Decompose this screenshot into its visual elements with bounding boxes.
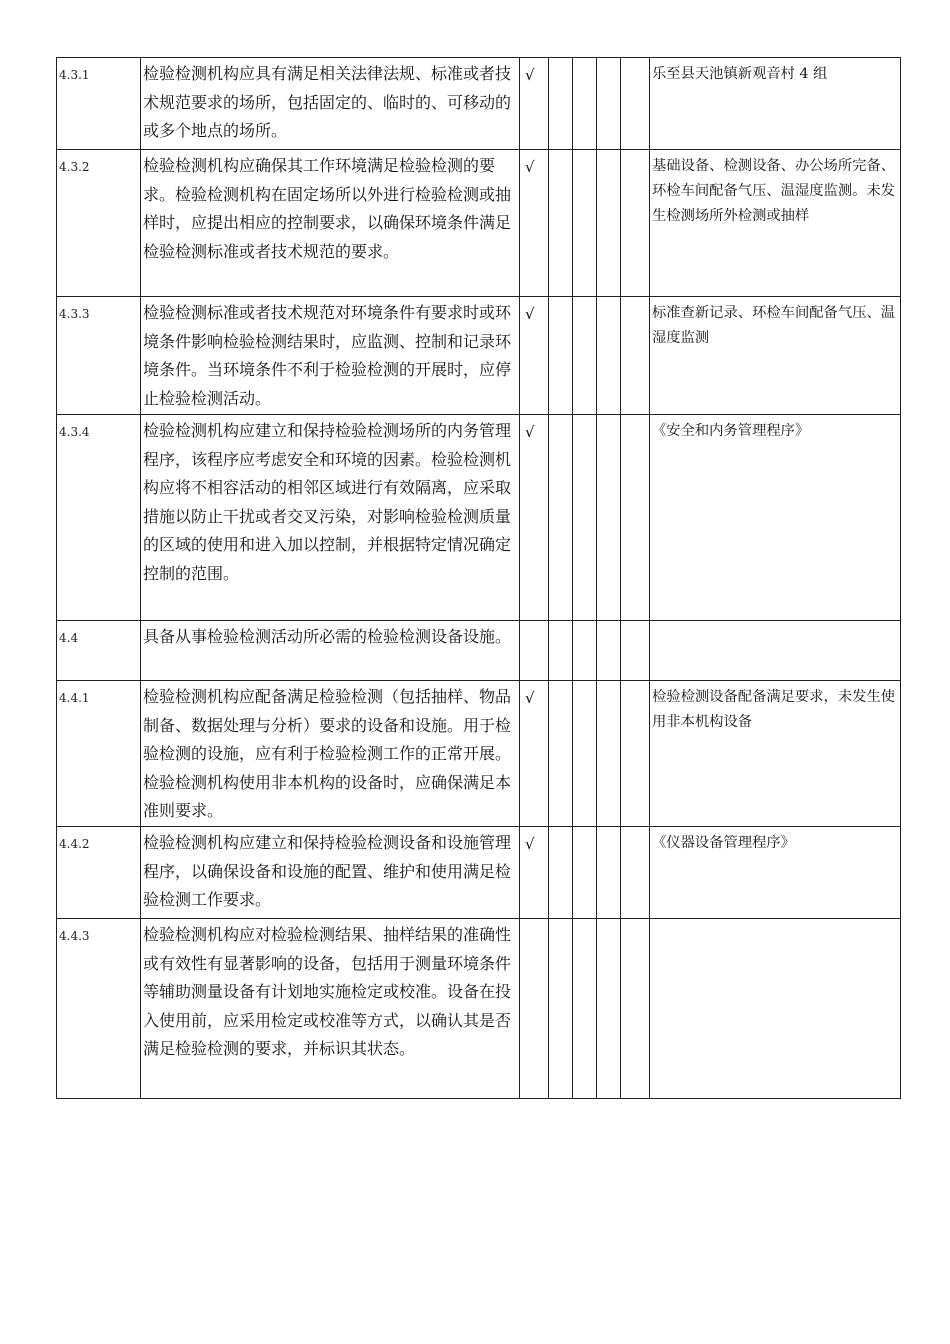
clause-id: 4.3.2 (57, 150, 141, 297)
empty-cell (621, 58, 650, 150)
empty-cell (597, 681, 621, 827)
evidence-note (650, 919, 901, 1099)
empty-cell (549, 681, 573, 827)
empty-cell (549, 150, 573, 297)
evidence-note: 《安全和内务管理程序》 (650, 415, 901, 621)
empty-cell (621, 415, 650, 621)
check-mark: √ (520, 150, 549, 297)
requirement-text: 检验检测机构应配备满足检验检测（包括抽样、物品制备、数据处理与分析）要求的设备和设施。用于检验检测的设施，应有利于检验检测工作的正常开展。检验检测机构使用非本机构的设备时，应确保满足本准则要求。 (141, 681, 520, 827)
empty-cell (621, 919, 650, 1099)
check-mark: √ (520, 415, 549, 621)
clause-id: 4.3.1 (57, 58, 141, 150)
check-mark: √ (520, 58, 549, 150)
table-row (57, 150, 901, 297)
check-mark: √ (520, 297, 549, 415)
clause-id: 4.4 (57, 621, 141, 681)
requirement-text: 检验检测机构应建立和保持检验检测场所的内务管理程序，该程序应考虑安全和环境的因素。检验检测机构应将不相容活动的相邻区域进行有效隔离，应采取措施以防止干扰或者交叉污染，对影响检验检测质量的区域的使用和进入加以控制，并根据特定情况确定控制的范围。 (141, 415, 520, 621)
empty-cell (573, 58, 597, 150)
empty-cell (597, 415, 621, 621)
empty-cell (621, 681, 650, 827)
empty-cell (549, 919, 573, 1099)
empty-cell (597, 919, 621, 1099)
clause-id: 4.4.2 (57, 827, 141, 919)
requirement-text: 检验检测机构应具有满足相关法律法规、标准或者技术规范要求的场所，包括固定的、临时的、可移动的或多个地点的场所。 (141, 58, 520, 150)
evidence-note: 基础设备、检测设备、办公场所完备、环检车间配备气压、温湿度监测。未发生检测场所外检测或抽样 (650, 150, 901, 297)
empty-cell (621, 621, 650, 681)
empty-cell (549, 415, 573, 621)
empty-cell (573, 681, 597, 827)
requirement-text: 检验检测机构应对检验检测结果、抽样结果的准确性或有效性有显著影响的设备，包括用于测量环境条件等辅助测量设备有计划地实施检定或校准。设备在投入使用前，应采用检定或校准等方式，以确认其是否满足检验检测的要求，并标识其状态。 (141, 919, 520, 1099)
empty-cell (621, 150, 650, 297)
requirement-text: 检验检测标准或者技术规范对环境条件有要求时或环境条件影响检验检测结果时，应监测、控制和记录环境条件。当环境条件不利于检验检测的开展时，应停止检验检测活动。 (141, 297, 520, 415)
clause-id: 4.4.3 (57, 919, 141, 1099)
empty-cell (597, 297, 621, 415)
table-row (57, 827, 901, 919)
empty-cell (549, 297, 573, 415)
empty-cell (621, 827, 650, 919)
table-row (57, 297, 901, 415)
empty-cell (573, 621, 597, 681)
empty-cell (549, 827, 573, 919)
check-mark (520, 621, 549, 681)
empty-cell (573, 415, 597, 621)
empty-cell (573, 150, 597, 297)
clause-id: 4.4.1 (57, 681, 141, 827)
empty-cell (549, 621, 573, 681)
requirement-text: 检验检测机构应建立和保持检验检测设备和设施管理程序，以确保设备和设施的配置、维护和使用满足检验检测工作要求。 (141, 827, 520, 919)
table-row (57, 919, 901, 1099)
requirement-text: 检验检测机构应确保其工作环境满足检验检测的要求。检验检测机构在固定场所以外进行检验检测或抽样时，应提出相应的控制要求，以确保环境条件满足检验检测标准或者技术规范的要求。 (141, 150, 520, 297)
empty-cell (597, 150, 621, 297)
evidence-note: 标准查新记录、环检车间配备气压、温湿度监测 (650, 297, 901, 415)
checklist-table (56, 57, 901, 1099)
evidence-note: 乐至县天池镇新观音村 4 组 (650, 58, 901, 150)
check-mark: √ (520, 681, 549, 827)
table-row (57, 415, 901, 621)
table-row (57, 681, 901, 827)
requirement-text: 具备从事检验检测活动所必需的检验检测设备设施。 (141, 621, 520, 681)
evidence-note: 《仪器设备管理程序》 (650, 827, 901, 919)
clause-id: 4.3.3 (57, 297, 141, 415)
check-mark: √ (520, 827, 549, 919)
clause-id: 4.3.4 (57, 415, 141, 621)
empty-cell (573, 919, 597, 1099)
evidence-note: 检验检测设备配备满足要求，未发生使用非本机构设备 (650, 681, 901, 827)
empty-cell (597, 827, 621, 919)
empty-cell (573, 827, 597, 919)
table-row (57, 58, 901, 150)
check-mark (520, 919, 549, 1099)
table-row (57, 621, 901, 681)
evidence-note (650, 621, 901, 681)
empty-cell (597, 621, 621, 681)
empty-cell (573, 297, 597, 415)
empty-cell (621, 297, 650, 415)
empty-cell (549, 58, 573, 150)
empty-cell (597, 58, 621, 150)
